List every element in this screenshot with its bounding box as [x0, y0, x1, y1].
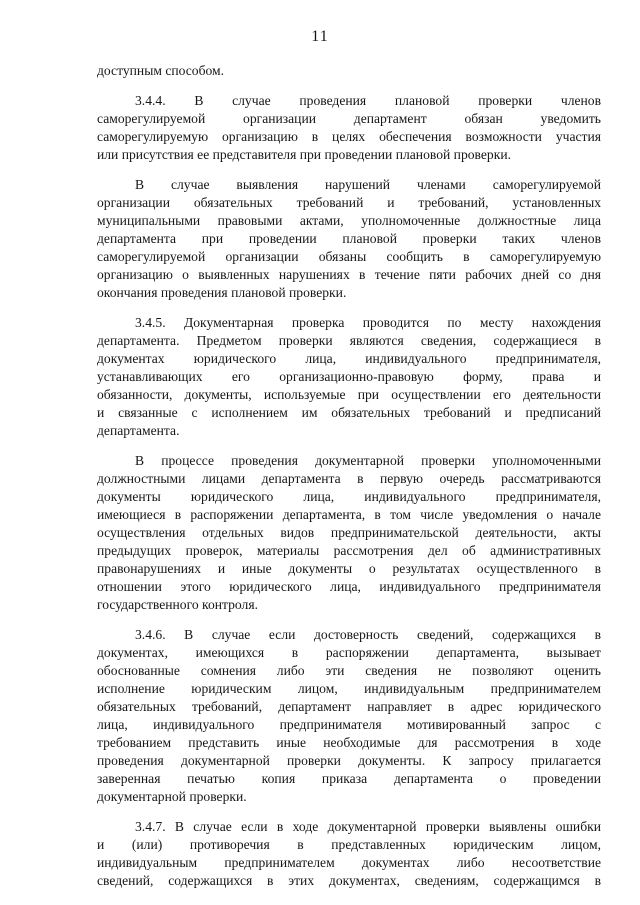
paragraph — [97, 626, 601, 806]
text-line: исполнение юридическим лицом, индивидуальным предпринимателем — [97, 681, 601, 696]
paragraph — [97, 818, 601, 890]
text-line: обязательных требований, департамент направляет в адрес юридического — [97, 699, 601, 714]
text-line: осуществления отдельных видов предпринимательской деятельности, акты — [97, 525, 601, 540]
text-line: департамента. Предметом проверки являются сведения, содержащиеся в — [97, 333, 601, 348]
text-line: муниципальными правовыми актами, уполномоченные должностные лица — [97, 213, 601, 228]
paragraph — [97, 92, 601, 164]
text-line: доступным способом. — [97, 63, 225, 78]
text-line: обоснованные сомнения либо эти сведения не позволяют оценить — [97, 663, 601, 678]
text-line: и связанные с исполнением им обязательных требований и предписаний — [97, 405, 601, 420]
text-line: организацию о выявленных нарушениях в течение пяти рабочих дней со дня — [97, 267, 601, 282]
text-line: и (или) противоречия в представленных юридическим лицом, — [97, 837, 601, 852]
text-line: обязанности, документы, используемые при осуществлении его деятельности — [97, 387, 601, 402]
text-line: проведения документарной проверки документы. К запросу прилагается — [97, 753, 601, 768]
text-line: окончания проведения плановой проверки. — [97, 285, 347, 300]
text-line: государственного контроля. — [97, 597, 258, 612]
text-line: лица, индивидуального предпринимателя мотивированный запрос с — [97, 717, 601, 732]
paragraph — [97, 176, 601, 302]
text-line: документах, имеющихся в распоряжении департамента, вызывает — [97, 645, 601, 660]
text-line: саморегулируемой организации департамент обязан уведомить — [97, 111, 601, 126]
text-line: отношении этого юридического лица, индивидуального предпринимателя — [97, 579, 601, 594]
text-line: документах юридического лица, индивидуального предпринимателя, — [97, 351, 601, 366]
paragraph — [97, 62, 601, 80]
text-line: имеющиеся в распоряжении департамента, в том числе уведомления о начале — [97, 507, 601, 522]
text-line: требованием представить иные необходимые для рассмотрения в ходе — [97, 735, 601, 750]
paragraph — [97, 452, 601, 614]
text-line: документы юридического лица, индивидуального предпринимателя, — [97, 489, 601, 504]
text-line: индивидуальным предпринимателем документах либо несоответствие — [97, 855, 601, 870]
text-line: заверенная печатью копия приказа департамента о проведении — [97, 771, 601, 786]
text-line: организации обязательных требований и требований, установленных — [97, 195, 601, 210]
text-line: устанавливающих его организационно-правовую форму, права и — [97, 369, 601, 384]
text-line: 3.4.5. Документарная проверка проводится по месту нахождения — [135, 315, 601, 330]
text-line: документарной проверки. — [97, 789, 247, 804]
text-line: должностными лицами департамента в первую очередь рассматриваются — [97, 471, 601, 486]
text-line: 3.4.6. В случае если достоверность сведений, содержащихся в — [135, 627, 601, 642]
text-line: В процессе проведения документарной проверки уполномоченными — [135, 453, 601, 468]
text-line: саморегулируемой организации обязаны сообщить в саморегулируемую — [97, 249, 601, 264]
text-line: В случае выявления нарушений членами саморегулируемой — [135, 177, 601, 192]
text-line: 3.4.7. В случае если в ходе документарной проверки выявлены ошибки — [135, 819, 601, 834]
page-number: 11 — [311, 28, 329, 45]
text-line: саморегулируемую организацию в целях обеспечения возможности участия — [97, 129, 601, 144]
text-line: департамента при проведении плановой проверки таких членов — [97, 231, 601, 246]
text-line: или присутствия ее представителя при проведении плановой проверки. — [97, 147, 511, 162]
text-line: правонарушениях и иные документы о результатах осуществленного в — [97, 561, 601, 576]
paragraph — [97, 314, 601, 440]
document-body — [97, 62, 601, 902]
text-line: предыдущих проверок, материалы рассмотрения дел об административных — [97, 543, 601, 558]
text-line: департамента. — [97, 423, 180, 438]
text-line: 3.4.4. В случае проведения плановой проверки членов — [135, 93, 601, 108]
text-line: сведений, содержащихся в этих документах, сведениям, содержащимся в — [97, 873, 601, 888]
